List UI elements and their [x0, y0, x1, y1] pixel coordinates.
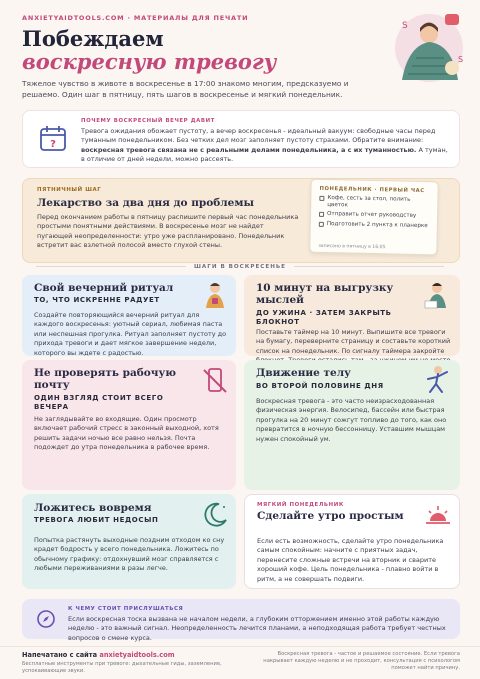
person-with-mug-icon: [200, 279, 230, 309]
checklist-item: Подготовить 2 пункта к планерке: [319, 221, 431, 231]
page-title-line2: воскресную тревогу: [22, 49, 277, 74]
brain-dump-heading: 10 минут на выгрузку мыслей: [256, 282, 394, 306]
footer-disclaimer: Воскресная тревога - частое и решаемое состояние. Если тревога накрывает каждую неделю и не проходит, консультация с психологом поможет найти причину.: [263, 651, 460, 671]
ritual-sub: ТО, ЧТО ИСКРЕННЕ РАДУЕТ: [34, 296, 160, 304]
friday-kicker: ПЯТНИЧНЫЙ ШАГ: [37, 187, 102, 193]
no-email-heading: Не проверять рабочую почту: [34, 367, 176, 391]
note-footer: записано в пятницу в 16:05: [318, 243, 386, 251]
site-label: ANXIETYAIDTOOLS.COM · МАТЕРИАЛЫ ДЛЯ ПЕЧАТИ: [22, 14, 249, 22]
move-body-text: Воскресная тревога - это часто неизрасходованная физическая энергия. Велосипед, бассейн или быстрая прогулка на 20 минут сожгут топливо до того, как оно превратится в ночную бессонницу. Уставшим мышцам нужен спокойный ум.: [256, 397, 447, 443]
listen-kicker: К ЧЕМУ СТОИТ ПРИСЛУШАТЬСЯ: [68, 606, 184, 612]
ritual-text: Создайте повторяющийся вечерний ритуал для каждого воскресенья: уютный сериал, любимая паста или неспешная прогулка. Ритуал заполняет пустоту до прихода тревоги и дает мягкое завершение недели, которого вы ждете с радостью.: [34, 311, 227, 357]
why-sunday-text: Тревога ожидания обожает пустоту, а вечер воскресенья - идеальный вакуум: свободные часы перед туманным понедельником. Без четких дел мозг заполняет пустоту страхами. Обратите внимание: воскресная тревога связана не с реальными делами понедельника, а с их туманностью. А туман, в отличие от дней недели, можно рассеять.: [81, 127, 448, 164]
gentle-monday-heading: Сделайте утро простым: [257, 510, 404, 522]
listen-text: Если воскресная тоска вызвана не началом недели, а глубоким отторжением именно этой работы каждую неделю - это важный сигнал. Неопределенность лечится планами, а неподходящая работа требует честных вопросов о смене курса.: [68, 615, 446, 642]
why-sunday-kicker: ПОЧЕМУ ВОСКРЕСНЫЙ ВЕЧЕР ДАВИТ: [81, 118, 215, 124]
svg-text:?: ?: [50, 139, 56, 150]
svg-text:S: S: [402, 21, 408, 31]
person-under-blanket-illustration: [388, 8, 470, 84]
calendar-question-icon: [39, 124, 67, 152]
no-email-sub: ОДИН ВЗГЛЯД СТОИТ ВСЕГО ВЕЧЕРА: [34, 394, 164, 411]
move-body-heading: Движение телу: [256, 367, 351, 379]
sleep-heading: Ложитесь вовремя: [34, 502, 152, 514]
sleep-sub: ТРЕВОГА ЛЮБИТ НЕДОСЫП: [34, 516, 159, 524]
page-title-line1: Побеждаем: [22, 26, 164, 51]
gentle-monday-card: [244, 494, 460, 589]
move-body-card: [244, 360, 460, 490]
person-writing-icon: [422, 279, 452, 309]
checkbox-icon: [319, 212, 324, 217]
lead-text: Тяжелое чувство в животе в воскресенье в 17:00 знакомо многим, предсказуемо и решаемо. Один шаг в пятницу, пять шагов в воскресенье и мягкий понедельник.: [22, 79, 349, 99]
friday-text: Перед окончанием работы в пятницу распишите первый час понедельника простыми понятными действиями. В воскресенье мозг не найдет пугающей неопределенности: утро уже распланировано. Понедельник встретит вас взлетной полосой вместо глухой стены.: [37, 213, 299, 250]
checklist-item: Отправить отчет руководству: [319, 211, 431, 221]
footer-description: Бесплатные инструменты при тревоге: дыхательные гиды, заземление, успокаивающие звуки.: [22, 661, 222, 674]
footer-site-link[interactable]: anxietyaidtools.com: [99, 651, 175, 659]
brain-dump-sub: ДО УЖИНА · ЗАТЕМ ЗАКРЫТЬ БЛОКНОТ: [256, 309, 392, 326]
brain-dump-card: [244, 275, 460, 356]
no-email-card: [22, 360, 236, 490]
sleep-card: [22, 494, 236, 589]
sleep-text: Попытка растянуть выходные поздним отходом ко сну крадет бодрость у всего понедельника. Ложитесь по обычному графику: отдохнувший мозг справляется с любыми переживаниями в разы легче.: [34, 536, 225, 573]
no-email-text: Не заглядывайте во входящие. Один просмотр включает рабочий стресс в законный выходной, хотя решить задачи ночью все равно нельзя. Почта подождет до утра понедельника в рабочее время.: [34, 415, 219, 452]
gentle-monday-text: Если есть возможность, сделайте утро понедельника самым спокойным: начните с приятных задач, перенесите сложные встречи на вторник и сварите хороший кофе. Цель понедельника - плавно войти в ритм, а не совершать подвиги.: [257, 537, 444, 583]
brain-dump-text: Поставьте таймер на 10 минут. Выпишите все тревоги на бумагу, переверните страницу и составьте короткий список на понедельник. По сигналу таймера закройте: [256, 328, 451, 355]
ritual-heading: Свой вечерний ритуал: [34, 282, 174, 294]
note-kicker: ПОНЕДЕЛЬНИК · ПЕРВЫЙ ЧАС: [319, 185, 425, 195]
why-sunday-card: [22, 110, 460, 168]
footer-divider: [0, 646, 480, 647]
no-phone-icon: [200, 366, 230, 396]
section-heading: ШАГИ В ВОСКРЕСЕНЬЕ: [0, 264, 480, 270]
listen-card: [22, 599, 460, 642]
checkbox-icon: [319, 196, 324, 201]
ritual-card: [22, 275, 236, 356]
checklist-item: Кофе, сесть за стол, полить цветок: [319, 195, 431, 212]
friday-heading: Лекарство за два дня до проблемы: [37, 197, 254, 209]
move-body-sub: ВО ВТОРОЙ ПОЛОВИНЕ ДНЯ: [256, 382, 384, 390]
compass-icon: [36, 609, 56, 629]
sunrise-icon: [423, 501, 453, 531]
monday-plan-note: [309, 179, 439, 256]
stretching-person-icon: [422, 364, 452, 394]
checkbox-icon: [319, 222, 324, 227]
footer-printed: Напечатано с сайта anxietyaidtools.com: [22, 651, 175, 659]
moon-icon: [200, 500, 230, 530]
svg-text:S: S: [458, 55, 464, 64]
gentle-monday-kicker: МЯГКИЙ ПОНЕДЕЛЬНИК: [257, 502, 344, 508]
